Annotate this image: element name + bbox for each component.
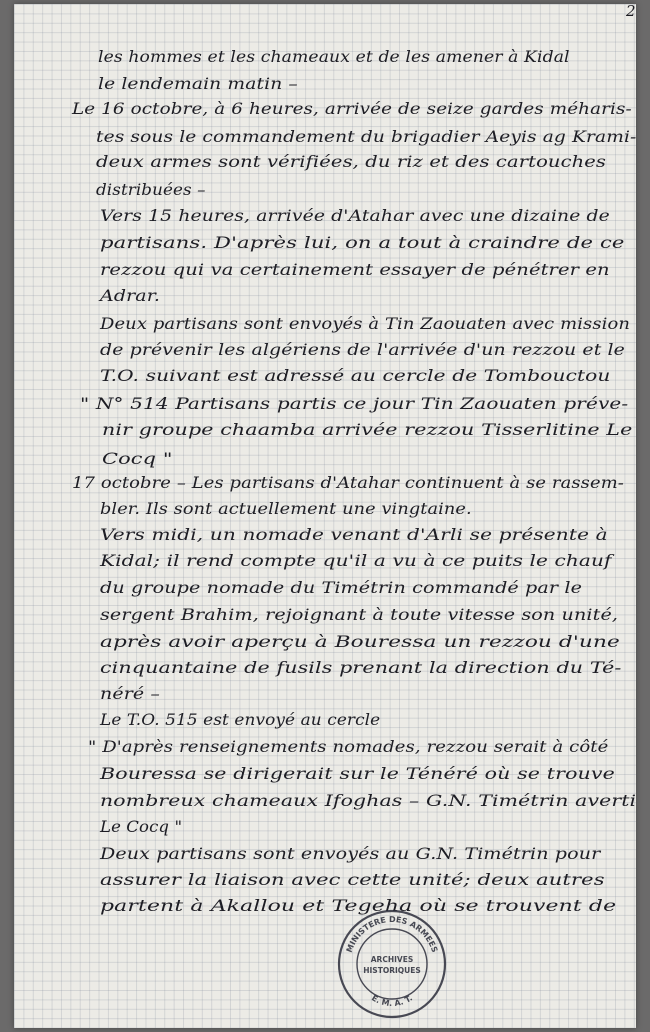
- text-line: cinquantaine de fusils prenant la direction du Té-: [100, 659, 622, 677]
- text-line: sergent Brahim, rejoignant à toute vitesse son unité,: [100, 606, 619, 624]
- text-line: tes sous le commandement du brigadier Aeyis ag Krami-: [96, 128, 637, 146]
- archive-stamp: [336, 908, 448, 1020]
- text-line: nombreux chameaux Ifoghas – G.N. Timétrin averti: [100, 792, 637, 810]
- svg-text:MINISTERE DES ARMEES: [345, 915, 440, 954]
- text-line: " N° 514 Partisans partis ce jour Tin Zaouaten préve-: [80, 395, 629, 413]
- stamp-center-line: ARCHIVES: [370, 955, 414, 964]
- text-line: partent à Akallou et Tegeha où se trouvent de: [100, 897, 617, 915]
- text-line: Adrar.: [100, 287, 160, 305]
- text-line: Le T.O. 515 est envoyé au cercle: [100, 711, 381, 729]
- text-line: rezzou qui va certainement essayer de pénétrer en: [100, 261, 610, 279]
- text-line: les hommes et les chameaux et de les amener à Kidal: [98, 48, 570, 66]
- text-line: " D'après renseignements nomades, rezzou serait à côté: [88, 738, 609, 756]
- svg-text:E. M. A. T.: [370, 993, 414, 1008]
- text-line: T.O. suivant est adressé au cercle de Tombouctou: [100, 367, 611, 385]
- text-line: deux armes sont vérifiées, du riz et des cartouches: [96, 153, 607, 171]
- text-line: assurer la liaison avec cette unité; deux autres: [100, 871, 605, 889]
- page-number: 2: [626, 2, 636, 20]
- text-line: le lendemain matin –: [98, 75, 298, 93]
- text-line: Vers midi, un nomade venant d'Arli se présente à: [100, 526, 608, 544]
- text-line: partisans. D'après lui, on a tout à craindre de ce: [100, 234, 625, 252]
- text-line: Cocq ": [102, 450, 173, 468]
- text-line: Deux partisans sont envoyés au G.N. Timétrin pour: [100, 845, 601, 863]
- text-line: nir groupe chaamba arrivée rezzou Tisserlitine Le: [102, 421, 633, 439]
- text-line: distribuées –: [96, 181, 206, 199]
- text-line: 17 octobre – Les partisans d'Atahar continuent à se rassem-: [72, 474, 624, 492]
- text-line: du groupe nomade du Timétrin commandé par le: [100, 579, 583, 597]
- text-line: Deux partisans sont envoyés à Tin Zaouaten avec mission: [100, 315, 631, 333]
- text-line: Le Cocq ": [100, 818, 183, 836]
- text-line: de prévenir les algériens de l'arrivée d'un rezzou et le: [100, 341, 625, 359]
- text-line: Bouressa se dirigerait sur le Ténéré où se trouve: [100, 765, 615, 783]
- text-line: Vers 15 heures, arrivée d'Atahar avec une dizaine de: [100, 207, 610, 225]
- text-line: après avoir aperçu à Bouressa un rezzou d'une: [100, 633, 620, 651]
- text-line: Le 16 octobre, à 6 heures, arrivée de seize gardes méharis-: [72, 100, 632, 118]
- stamp-bottom-text: E. M. A. T.: [369, 993, 415, 1009]
- text-line: Kidal; il rend compte qu'il a vu à ce puits le chauf: [100, 552, 612, 570]
- text-line: bler. Ils sont actuellement une vingtaine.: [100, 500, 472, 518]
- stamp-center-line: HISTORIQUES: [363, 966, 421, 975]
- stamp-top-text: MINISTERE DES ARMEES: [344, 914, 440, 954]
- text-line: néré –: [100, 685, 160, 703]
